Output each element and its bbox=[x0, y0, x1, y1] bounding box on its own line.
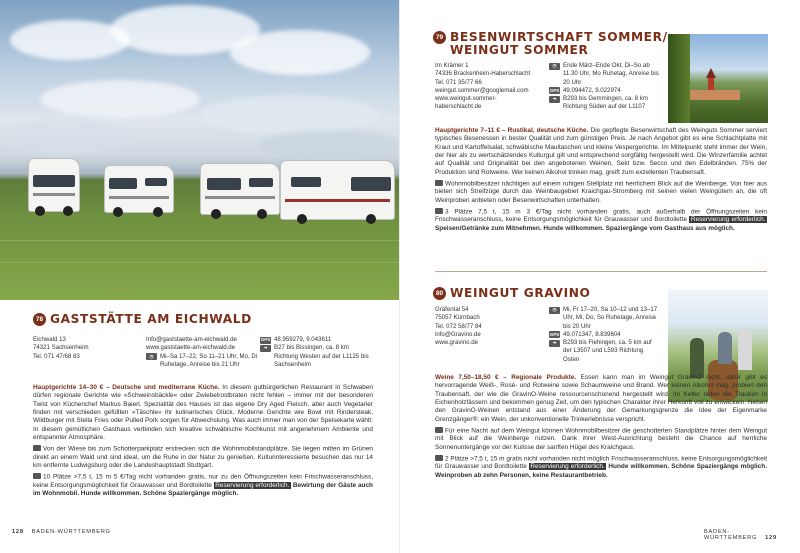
facts-line-1: 3 Plätze 7,5 t, 15 m 3 €/Tag nicht vorhanden gratis, auch außerhalb der Öffnungszeiten bbox=[445, 208, 750, 216]
details-block bbox=[549, 306, 661, 364]
arrow-right-icon: ➜ bbox=[549, 340, 560, 347]
arrow-right-icon: ➜ bbox=[549, 96, 560, 103]
gps-coordinates: 48.959279, 9.043611 bbox=[274, 336, 332, 343]
closing-text: Speisen/Getränke zum Mitnehmen. Hunde willkommen. Spaziergänge vom Gasthaus aus möglich. bbox=[435, 224, 735, 232]
email-link[interactable]: Info@gaststaette-am-eichwald.de bbox=[146, 336, 237, 343]
entry-body bbox=[33, 384, 373, 501]
reservation-badge: Reservierung erforderlich. bbox=[215, 481, 290, 489]
website-link[interactable]: haberschlacht.de bbox=[435, 103, 482, 111]
page-number: 129 bbox=[765, 535, 777, 541]
page-footer-left bbox=[12, 529, 111, 535]
facts-line-2: keine Entsorgungsmöglichkeit für Grauwasser und Bordtoilette bbox=[435, 455, 767, 471]
dishes-label: Hauptgerichte 7–11 € – Rustikal, deutsche Küche. bbox=[435, 127, 589, 134]
vineyard-church-photo bbox=[668, 34, 768, 123]
entry-number-badge: 79 bbox=[433, 31, 446, 44]
entry-title: WEINGUT GRAVINO bbox=[450, 286, 591, 300]
camper-icon bbox=[435, 427, 443, 433]
facts-line-1: 2 Plätze >7,5 t, 15 m gratis nicht vorhanden nicht möglich Frischwasseranschluss, bbox=[445, 455, 680, 463]
address-line: Eichwald 13 bbox=[33, 336, 66, 343]
closing-text: Hunde willkommen. Schöne Spaziergänge möglich. Weinproben ab zehn Personen, keine Restaurantbetrieb. bbox=[435, 463, 767, 479]
address-line: 74321 Sachsenheim bbox=[33, 344, 89, 352]
gps-row bbox=[260, 336, 372, 344]
website-link[interactable]: www.gravino.de bbox=[435, 339, 479, 347]
entry-number-badge: 78 bbox=[33, 313, 46, 326]
entry-body-79 bbox=[435, 127, 767, 236]
details-block bbox=[549, 62, 661, 112]
route-description: B293 bis Gemmingen, ca. 8 km Richtung Süden auf der L1107 bbox=[563, 95, 649, 111]
dishes-paragraph bbox=[33, 384, 373, 442]
clock-icon: ◷ bbox=[549, 63, 560, 70]
region-label: BADEN-WÜRTTEMBERG bbox=[31, 529, 111, 535]
region-label: BADEN-WÜRTTEMBERG bbox=[704, 529, 758, 541]
dishes-paragraph bbox=[435, 374, 767, 424]
website-link[interactable]: www.weingut-sommer- bbox=[435, 95, 497, 103]
facts-line-2: kein Frischwasseranschluss, keine Entsorgungsmöglichkeit für Grauwasser und Bordtoilette bbox=[33, 473, 374, 489]
address-block bbox=[33, 336, 138, 361]
camper-icon bbox=[435, 180, 443, 186]
facts-paragraph bbox=[435, 455, 767, 481]
address-line: 75057 Kürnbach bbox=[435, 314, 480, 322]
entry-body-80 bbox=[435, 374, 767, 483]
parking-text: Für eine Nacht auf dem Weingut können Wohnmobilbesitzer die geschotterten Standplätze hinter dem Weingut mit Blick auf die Weinberge nutzen. Dank ihrer West-Ausrichtung besteht die Chance auf herrliche Sonnenuntergänge vor der Kulisse der sanften Hügel des Kraichgaus. bbox=[435, 427, 767, 451]
parking-paragraph bbox=[33, 445, 373, 471]
hours-row bbox=[549, 306, 661, 331]
page-number: 128 bbox=[12, 529, 24, 535]
entry-header-78 bbox=[33, 313, 252, 326]
entry-header-80 bbox=[433, 287, 590, 300]
route-row bbox=[549, 95, 661, 112]
arrow-right-icon: ➜ bbox=[260, 345, 271, 352]
entry-header-79 bbox=[433, 31, 668, 57]
clock-icon: ◷ bbox=[146, 353, 157, 360]
gps-row bbox=[549, 87, 661, 95]
gps-row bbox=[549, 331, 661, 339]
dishes-text: Die gepflegte Besenwirtschaft des Weinguts Sommer serviert typisches Besenessen in bester Qualität und zum günstigen Preis. Je nach Angebot gibt es eine Schlachtplatte mit Kraut und Kartoffelsalat, schwäbische Maultaschen und kleine Vespergerichte. Im Mittelpunkt steht immer der Wein, der hier als zu wertschätzendes Kulturgut gilt und entsprechend sorgfältig hergestellt wird. Die Winzerfamilie achtet auf Qualität und Originalität bei den angebotenen Weinen, Sekt bzw. Secco und den Edelbränden. 75% der Produktion sind Rotweine. Wer keinen Alkohol trinken mag, greift zum exzellenten Traubensaft. bbox=[435, 127, 767, 176]
entry-divider bbox=[435, 271, 767, 272]
gps-coordinates: 49.094472, 9.022974 bbox=[563, 86, 621, 94]
opening-hours: Mi, Fr 17–20, Sa 10–12 und 13–17 Uhr, Mi, Do, So Ruhetage, Anreise bis 20 Uhr bbox=[563, 306, 658, 330]
phone-line: Tel. 071 35/77 66 bbox=[435, 78, 482, 86]
gps-icon: GPS bbox=[549, 87, 560, 93]
opening-hours: Mi–Sa 17–22, So 11–21 Uhr, Mo, Di Ruhetage, Anreise bis 21 Uhr bbox=[160, 352, 258, 368]
facts-icon bbox=[435, 208, 443, 214]
route-row bbox=[260, 344, 372, 369]
dishes-label: Hauptgerichte 14–30 € – Deutsche und mediterrane Küche. bbox=[33, 384, 220, 391]
clock-icon: ◷ bbox=[549, 307, 560, 314]
entry-title: GASTSTÄTTE AM EICHWALD bbox=[50, 312, 252, 326]
address-line: Gräfental 54 bbox=[435, 306, 469, 313]
parking-paragraph bbox=[435, 180, 767, 206]
hours-row bbox=[146, 353, 258, 370]
entry-title-line: BESENWIRTSCHAFT SOMMER/ bbox=[450, 30, 668, 44]
gps-icon: GPS bbox=[260, 336, 271, 342]
phone-line: Tel. 072 58/77 84 bbox=[435, 322, 482, 330]
email-link[interactable]: info@Gravino.de bbox=[435, 330, 481, 338]
facts-paragraph bbox=[33, 473, 373, 499]
email-link[interactable]: weingut.sommer@googlemail.com bbox=[435, 86, 529, 94]
dishes-label: Weine 7,50–18,50 € – Regionale Produkte. bbox=[435, 374, 577, 381]
gps-icon: GPS bbox=[549, 331, 560, 337]
facts-line-2: kein Frischwasseranschluss, keine Entsorgungsmöglichkeit für Grauwasser und Bordtoilette bbox=[435, 208, 767, 224]
reservation-badge: Reservierung erforderlich. bbox=[530, 463, 605, 471]
dishes-text: Essen kann man im Weingut GravinO nicht, dafür gibt es hervorragende Weiß-, Rosé- und Rotweine sowie Schaumweine und Brand. Wer keinen Alkohol mag, probiert den Traubensaft, der wie die GravinO-Weine ressourcenschonend hergestellt wird. Im Keller reifen die Trauben in Eichenholzfässern und bekommen genug Zeit, um den typischen Charakter ihrer Herkunft voll zu entwickeln. Neben den GravinO-Weinen entstand aus einer Änderung der Gemarkungsgrenze die Idee der Eigenmarke Grenzgänger®: ein Wein, der unkonventionelle Trinkerlebnisse verspricht. bbox=[435, 374, 767, 423]
opening-hours: Ende März–Ende Okt. Di–So ab 11.30 Uhr, Mo Ruhetag, Anreise bis 20 Uhr bbox=[563, 62, 659, 86]
route-description: B293 bis Flehingen, ca. 5 km auf der L3507 und L593 Richtung Osten bbox=[563, 339, 652, 363]
address-line: Im Krämer 1 bbox=[435, 62, 469, 69]
entry-number-badge: 80 bbox=[433, 287, 446, 300]
page-footer-right bbox=[704, 529, 800, 541]
address-line: 74336 Brackenheim-Haberschlacht bbox=[435, 70, 531, 78]
website-link[interactable]: www.gaststaette-am-eichwald.de bbox=[146, 344, 236, 352]
location-block bbox=[260, 336, 372, 369]
reservation-badge: Reservierung erforderlich. bbox=[690, 216, 766, 224]
dishes-text: In diesem gutbürgerlichen Restaurant in Schwaben dürfen regionale Gerichte wie »Schweinsbäckle« oder Zwiebelrostbraten nicht fehlen – immer mit der besonderen Twist von Küchenchef Markus Baierl. Spezialität des Hauses ist das eigene Dry Aged Fleisch, aber auch Vegetarier finden mit verschieden gefüllten »Täschle« ihr kulinarisches Glück. Moderne Gerichte wie Bowl mit Rindersteak, Wildburger mit Stella Fries oder Pulled Pork sorgen für Abwechslung. Was auch immer man von der Speisekarte wählt: In diesem gemütlichen Gasthaus verbinden sich kreative schwäbische Kochkunst mit angenehmem Ambiente und entspannter Atmosphäre. bbox=[33, 384, 373, 442]
camper-icon bbox=[33, 445, 41, 451]
facts-icon bbox=[435, 455, 443, 461]
address-block bbox=[435, 306, 545, 347]
gps-coordinates: 49.071347, 8.839604 bbox=[563, 330, 621, 338]
dishes-paragraph bbox=[435, 127, 767, 177]
entry-title-block bbox=[450, 31, 668, 57]
parking-text: Von der Wiese bis zum Schotterparkplatz erstrecken sich die Wohnmobilstandplätze. Sie liegen mitten im Grünen direkt an einem Wald und sind ideal, um die Ruhe in der Natur zu genießen. Kulturinteressierte besuchen das nur 14 km entfernte Ludwigsburg oder die Landeshauptstadt Stuttgart. bbox=[33, 445, 373, 470]
closing-text: Bewirtung der Gäste auch im Wohnmobil. Hunde willkommen. Schöne Spaziergänge möglich. bbox=[33, 481, 373, 498]
address-block bbox=[435, 62, 545, 112]
campervans-photo bbox=[0, 0, 399, 300]
facts-line-1: 10 Plätze >7,5 t, 15 m 5 €/Tag nicht vorhanden gratis, nur zu den Öffnungszeiten bbox=[43, 473, 288, 481]
contact-block bbox=[146, 336, 258, 369]
entry-title-line: WEINGUT SOMMER bbox=[450, 43, 589, 57]
parking-paragraph bbox=[435, 427, 767, 453]
facts-paragraph bbox=[435, 208, 767, 234]
route-description: B27 bis Bissingen, ca. 8 km Richtung Westen auf der L1125 bis Sachsenheim bbox=[274, 344, 369, 368]
facts-icon bbox=[33, 473, 41, 479]
hours-row bbox=[549, 62, 661, 87]
phone-line: Tel. 071 47/68 83 bbox=[33, 352, 80, 360]
route-row bbox=[549, 339, 661, 364]
parking-text: Wohnmobilbesitzer nächtigen auf einem ruhigen Stellplatz mit herrlichem Blick auf die Weinberge. Von hier aus bieten sich Streifzüge durch das Weinbaugebiet Kraichgau-Stromberg mit seinen vielen Weingütern an, die oft Weinproben anbieten oder Besenwirtschaften unterhalten. bbox=[435, 180, 767, 204]
